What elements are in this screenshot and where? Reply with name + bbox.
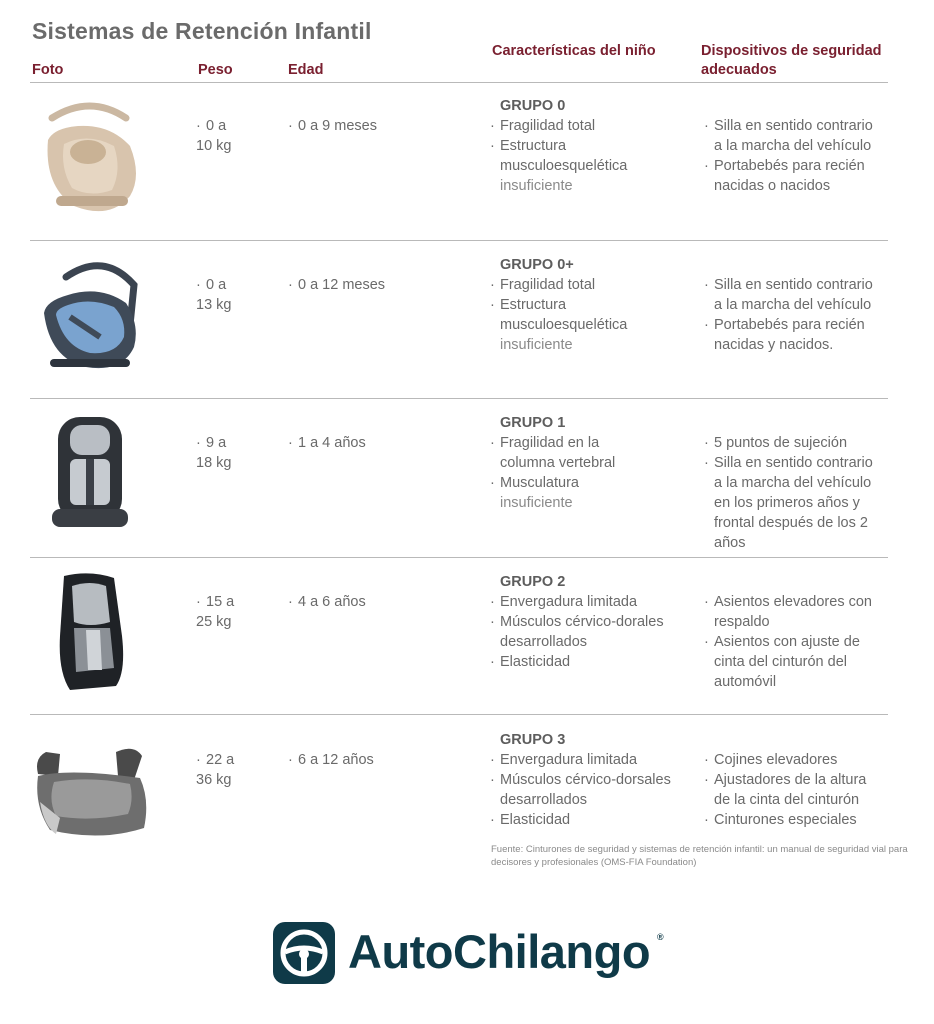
grupo-label: GRUPO 2 bbox=[500, 574, 566, 590]
peso-cell: · 22 a 36 kg bbox=[196, 750, 266, 790]
steering-wheel-icon bbox=[273, 922, 335, 989]
convertible-seat-icon bbox=[30, 413, 152, 537]
header-dispositivos-line1: Dispositivos de seguridad bbox=[701, 43, 882, 59]
booster-cushion-icon bbox=[30, 730, 152, 854]
edad-cell: · 4 a 6 años bbox=[288, 592, 468, 612]
dispositivos-cell: · 5 puntos de sujeción · Silla en sentido contrario a la marcha del vehículo en los primeros años y frontal después de los 2 años bbox=[704, 433, 904, 553]
header-edad: Edad bbox=[288, 62, 324, 78]
caracteristicas-cell: GRUPO 0 · Fragilidad total · Estructura musculoesquelética insuficiente bbox=[490, 96, 700, 196]
header-foto: Foto bbox=[32, 62, 64, 78]
dispositivos-cell: · Silla en sentido contrario a la marcha del vehículo · Portabebés para recién nacidas o nacidos bbox=[704, 116, 904, 196]
grupo-label: GRUPO 0 bbox=[500, 98, 566, 114]
header-dispositivos-line2: adecuados bbox=[701, 62, 777, 78]
caracteristicas-cell: GRUPO 2 · Envergadura limitada · Músculos cérvico-dorales desarrollados · Elasticidad bbox=[490, 572, 700, 672]
registered-mark: ® bbox=[657, 932, 664, 942]
header-peso: Peso bbox=[198, 62, 233, 78]
peso-cell: · 0 a 10 kg bbox=[196, 116, 266, 156]
edad-cell: · 1 a 4 años bbox=[288, 433, 468, 453]
header-caracteristicas: Características del niño bbox=[492, 43, 656, 59]
edad-cell: · 6 a 12 años bbox=[288, 750, 468, 770]
dispositivos-cell: · Asientos elevadores con respaldo · Asientos con ajuste de cinta del cinturón del automóvil bbox=[704, 592, 904, 692]
divider bbox=[30, 240, 888, 241]
highback-booster-icon bbox=[30, 572, 152, 696]
divider bbox=[30, 398, 888, 399]
dispositivos-cell: · Cojines elevadores · Ajustadores de la altura de la cinta del cinturón · Cinturones especiales bbox=[704, 750, 904, 830]
divider bbox=[30, 557, 888, 558]
grupo-label: GRUPO 0+ bbox=[500, 257, 574, 273]
source-note: Fuente: Cinturones de seguridad y sistemas de retención infantil: un manual de seguridad vial para decisores y profesionales (OMS-FIA Foundation) bbox=[491, 844, 908, 868]
edad-cell: · 0 a 9 meses bbox=[288, 116, 468, 136]
edad-cell: · 0 a 12 meses bbox=[288, 275, 468, 295]
dispositivos-cell: · Silla en sentido contrario a la marcha del vehículo · Portabebés para recién nacidas y nacidos. bbox=[704, 275, 904, 355]
brand-wordmark: AutoChilango bbox=[348, 925, 651, 978]
divider bbox=[30, 714, 888, 715]
caracteristicas-cell: GRUPO 1 · Fragilidad en la columna vertebral · Musculatura insuficiente bbox=[490, 413, 700, 513]
grupo-label: GRUPO 1 bbox=[500, 415, 566, 431]
caracteristicas-cell: GRUPO 0+ · Fragilidad total · Estructura musculoesquelética insuficiente bbox=[490, 255, 700, 355]
page-title: Sistemas de Retención Infantil bbox=[32, 18, 372, 44]
peso-cell: · 0 a 13 kg bbox=[196, 275, 266, 315]
infant-carrier-blue-icon bbox=[30, 255, 152, 379]
header-dispositivos bbox=[701, 42, 911, 80]
caracteristicas-cell: GRUPO 3 · Envergadura limitada · Músculos cérvico-dorsales desarrollados · Elasticidad bbox=[490, 730, 700, 830]
grupo-label: GRUPO 3 bbox=[500, 732, 566, 748]
peso-cell: · 9 a 18 kg bbox=[196, 433, 266, 473]
divider bbox=[30, 82, 888, 83]
infant-carrier-beige-icon bbox=[30, 96, 152, 220]
peso-cell: · 15 a 25 kg bbox=[196, 592, 266, 632]
